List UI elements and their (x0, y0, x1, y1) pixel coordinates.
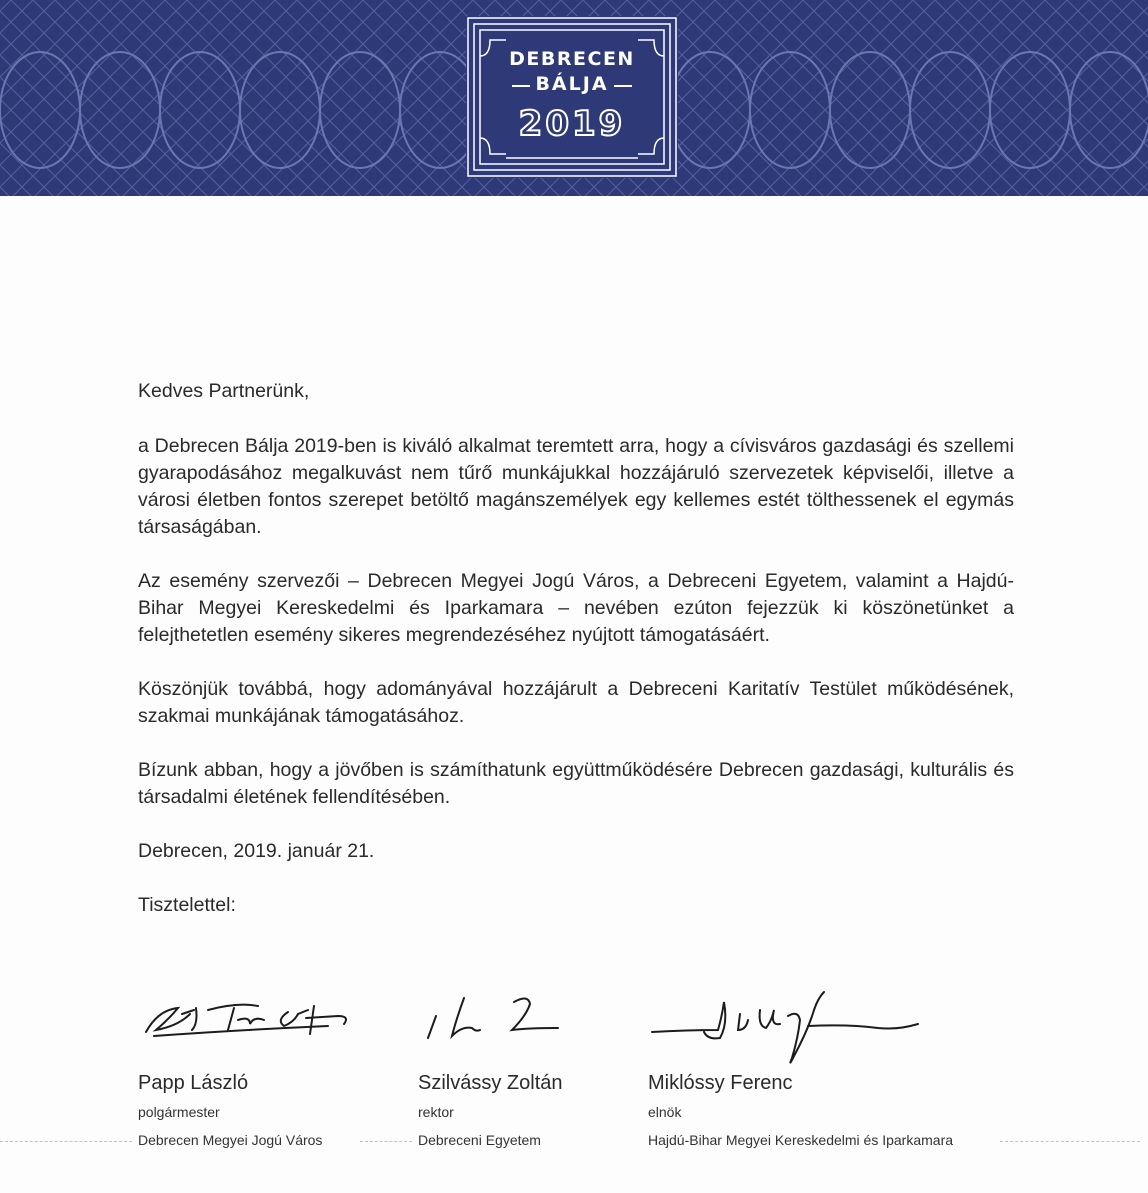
signatory-name: Szilvássy Zoltán (418, 1072, 563, 1094)
signatory-name: Miklóssy Ferenc (648, 1072, 793, 1094)
signatory-name: Papp László (138, 1072, 249, 1094)
signatory-org: Hajdú-Bihar Megyei Kereskedelmi és Iparkamara (648, 1132, 954, 1148)
logo-text-year: 2019 (518, 104, 626, 144)
letter-body (138, 378, 1014, 946)
signatory-org: Debrecen Megyei Jogú Város (138, 1132, 323, 1148)
signature-szilvassy (418, 980, 578, 1050)
signatory-title: elnök (648, 1104, 682, 1120)
signature-papp (138, 980, 378, 1050)
paragraph-4: Bízunk abban, hogy a jövőben is számíthatunk együttműködésére Debrecen gazdasági, kulturális és társadalmi életének fellendítésében. (138, 759, 1014, 808)
dashed-rule-middle (360, 1141, 412, 1142)
paragraph-1: a Debrecen Bálja 2019-ben is kiváló alkalmat teremtett arra, hogy a cívisváros gazdasági és szellemi gyarapodásához megalkuvást nem tűrő munkájukkal hozzájáruló szervezetek képviselői, illetve a városi életben fontos szerepet betöltő magánszemélyek egy kellemes estét tölthessenek el egymás társaságában. (138, 435, 1014, 538)
salutation: Kedves Partnerünk, (138, 380, 310, 402)
dashed-rule-left (0, 1141, 132, 1142)
signatory-title: rektor (418, 1104, 454, 1120)
header-banner (0, 0, 1148, 196)
letter-closing: Tisztelettel: (138, 894, 236, 916)
logo-text-debrecen: DEBRECEN (509, 48, 635, 70)
signature-miklossy (648, 980, 938, 1070)
paragraph-3: Köszönjük továbbá, hogy adományával hozzájárult a Debreceni Karitatív Testület működésének, szakmai munkájának támogatásához. (138, 678, 1014, 727)
logo-frame (466, 16, 678, 178)
event-logo (466, 16, 678, 178)
paragraph-2: Az esemény szervezői – Debrecen Megyei Jogú Város, a Debreceni Egyetem, valamint a Hajdú-Bihar Megyei Kereskedelmi és Iparkamara – nevében ezúton fejezzük ki köszönetünket a felejthetetlen esemény sikeres megrendezéséhez nyújtott támogatásáért. (138, 570, 1014, 646)
dashed-rule-right (1000, 1141, 1140, 1142)
signatory-org: Debreceni Egyetem (418, 1132, 541, 1148)
letter-date: Debrecen, 2019. január 21. (138, 840, 375, 862)
logo-text-balja: BÁLJA (535, 73, 609, 95)
signatory-title: polgármester (138, 1104, 220, 1120)
